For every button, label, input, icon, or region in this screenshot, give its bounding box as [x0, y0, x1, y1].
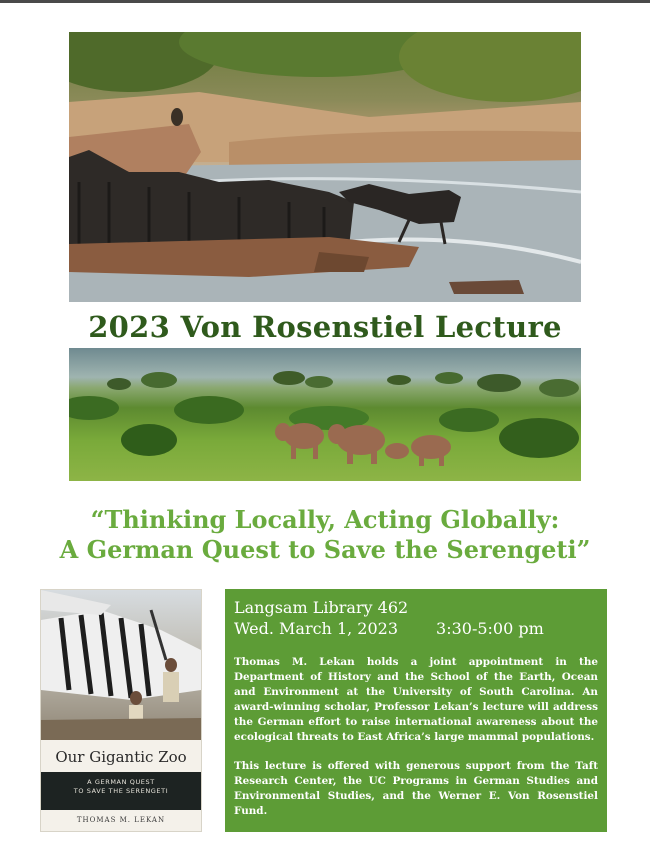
- book-subtitle: [41, 778, 201, 796]
- lecture-title: 2023 Von Rosenstiel Lecture: [88, 310, 562, 344]
- book-cover-photo: [41, 590, 201, 740]
- book-subtitle-line-1: A GERMAN QUEST: [87, 778, 155, 786]
- book-cover: [40, 589, 202, 832]
- event-time: 3:30-5:00 pm: [436, 619, 544, 638]
- quote-line-2: A German Quest to Save the Serengeti”: [59, 535, 591, 564]
- book-subtitle-line-2: TO SAVE THE SERENGETI: [73, 787, 169, 795]
- event-venue: Langsam Library 462: [234, 598, 409, 617]
- event-sponsors: This lecture is offered with generous support from the Taft Research Center, the UC Programs in German Studies and Environmental Studies, and the Werner E. Von Rosenstiel Fund.: [234, 760, 598, 817]
- top-border: [0, 0, 650, 3]
- event-date-time: [234, 618, 598, 639]
- book-author: THOMAS M. LEKAN: [76, 816, 166, 824]
- elephants-savanna-photo: [69, 348, 581, 481]
- quote-line-1: “Thinking Locally, Acting Globally:: [90, 505, 560, 534]
- event-description: Thomas M. Lekan holds a joint appointment in the Department of History and the School of the Earth, Ocean and Environment at the University of South Carolina. An award-winning scholar, Professor Lekan’s lecture will address the German effort to raise international awareness about the ecological threats to East Africa’s large mammal populations.: [234, 656, 598, 743]
- event-date: Wed. March 1, 2023: [234, 619, 399, 638]
- wildebeest-river-crossing-photo: [69, 32, 581, 302]
- book-title: Our Gigantic Zoo: [55, 748, 187, 766]
- lecture-quote-title: [0, 505, 650, 565]
- event-info-box: [225, 589, 607, 832]
